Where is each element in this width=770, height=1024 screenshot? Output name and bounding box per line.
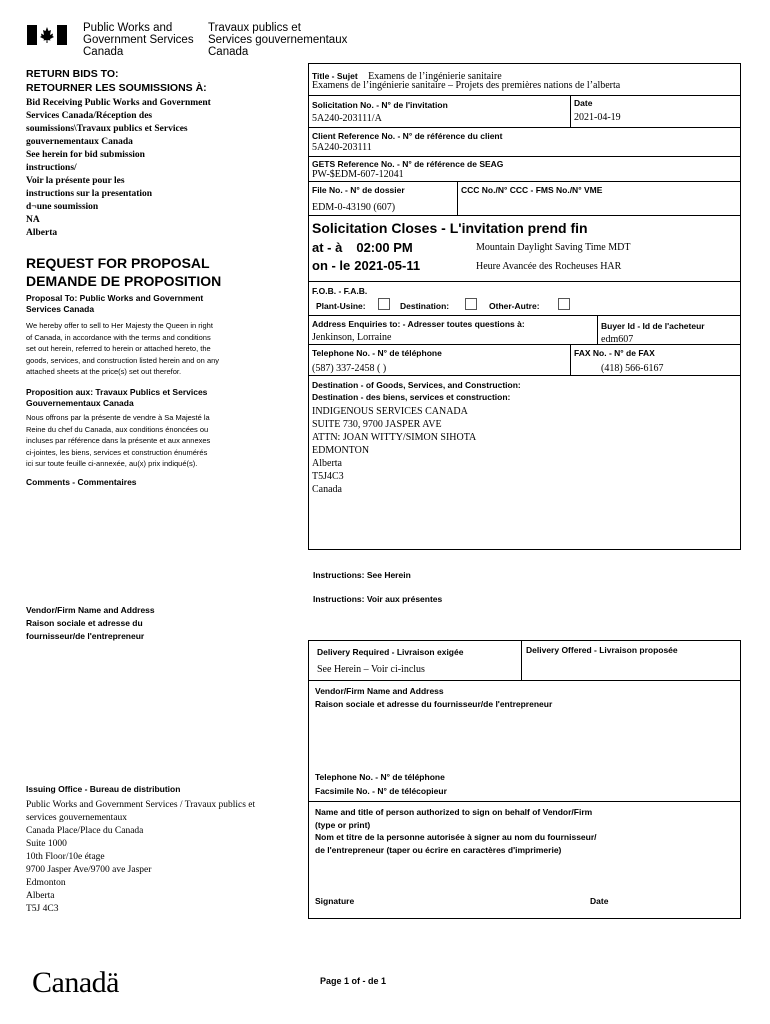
client-ref-value: 5A240-203111 [312, 142, 372, 153]
signature-date-label: Date [590, 896, 609, 906]
fob-label: F.O.B. - F.A.B. [312, 286, 368, 296]
file-no-label: File No. - N° de dossier [312, 185, 405, 195]
instructions-en: Instructions: See Herein [313, 570, 411, 580]
gets-ref-value: PW-$EDM-607-12041 [312, 169, 404, 180]
file-no-value: EDM-0-43190 (607) [312, 202, 396, 213]
proposition-label: Proposition aux: Travaux Publics et Services Gouvernementaux Canada [26, 387, 208, 408]
phone-value: (587) 337-2458 ( ) [312, 363, 387, 374]
instructions-fr: Instructions: Voir aux présentes [313, 594, 443, 604]
closing-time: at - à 02:00 PM [312, 240, 413, 255]
proposal-to-text: We hereby offer to sell to Her Majesty the Queen in right of Canada, in accordance with the terms and conditions set out herein, referred to herein or attached hereto, the goods, services, and construction listed herein and on any attached sheets at the price(s) set out therefor. [26, 321, 220, 376]
timezone-en: Mountain Daylight Saving Time MDT [476, 242, 631, 253]
authorized-signer-label: Name and title of person authorized to sign on behalf of Vendor/Firm (type or print) Nom et titre de la personne autorisée à signer au nom du fournisseur/ de l'entrepreneur (taper ou écrire en caractères d'imprimerie) [315, 807, 597, 855]
destination-address: INDIGENOUS SERVICES CANADA SUITE 730, 9700 JASPER AVE ATTN: JOAN WITTY/SIMON SIHOTA EDMONTON Alberta T5J4C3 Canada [312, 406, 477, 495]
delivery-offered-label: Delivery Offered - Livraison proposée [526, 645, 678, 655]
canada-wordmark: Canadä [32, 966, 119, 999]
destination-label: Destination: [400, 301, 450, 311]
fax-value: (418) 566-6167 [601, 363, 664, 374]
other-label: Other-Autre: [489, 301, 540, 311]
other-checkbox[interactable] [558, 298, 570, 310]
rfp-heading: REQUEST FOR PROPOSAL DEMANDE DE PROPOSITION [26, 255, 222, 289]
solicitation-no-value: 5A240-203111/A [312, 113, 382, 124]
department-name-en: Public Works and Government Services Canada [83, 22, 194, 58]
maple-leaf-flag-icon [27, 25, 67, 45]
address-enquiries-value: Jenkinson, Lorraine [312, 332, 392, 343]
delivery-required-value: See Herein – Voir ci-inclus [317, 664, 425, 675]
proposition-text: Nous offrons par la présente de vendre à Sa Majesté la Reine du chef du Canada, aux conditions énoncées ou incluses par référence dans la présente et aux annexes ci-jointes, les biens, services et construction énumérés ici sur toute feuille ci-annexée, au(x) prix indiqué(s). [26, 413, 211, 468]
solicitation-closes-title: Solicitation Closes - L'invitation prend fin [312, 220, 588, 236]
comments-label: Comments - Commentaires [26, 477, 137, 487]
title-value-full: Examens de l’ingénierie sanitaire – Projets des premières nations de l’alberta [312, 80, 621, 91]
vendor-name-address-label: Vendor/Firm Name and Address Raison sociale et adresse du fournisseur/de l'entrepreneur [26, 605, 155, 641]
ccc-label: CCC No./N° CCC - FMS No./N° VME [461, 185, 603, 195]
proposal-to-label: Proposal To: Public Works and Government Services Canada [26, 293, 204, 314]
issuing-office-address: Public Works and Government Services / Travaux publics et services gouvernementaux Canada Place/Place du Canada Suite 1000 10th Floor/10e étage 9700 Jasper Ave/9700 ave Jasper Edmonton Alberta T5J 4C3 [26, 800, 256, 914]
gets-ref-label: GETS Reference No. - N° de référence de SEAG [312, 159, 504, 169]
buyer-id-label: Buyer Id - Id de l'acheteur [601, 321, 705, 331]
destination-checkbox[interactable] [465, 298, 477, 310]
address-enquiries-label: Address Enquiries to: - Adresser toutes questions à: [312, 319, 525, 329]
issuing-office-label: Issuing Office - Bureau de distribution [26, 784, 181, 794]
plant-checkbox[interactable] [378, 298, 390, 310]
timezone-fr: Heure Avancée des Rocheuses HAR [476, 261, 622, 272]
date-value: 2021-04-19 [574, 112, 621, 123]
delivery-required-label: Delivery Required - Livraison exigée [317, 647, 464, 657]
plant-label: Plant-Usine: [316, 301, 366, 311]
telephone-facsimile-label: Telephone No. - N° de téléphone Facsimile No. - N° de télécopieur [315, 772, 447, 796]
client-ref-label: Client Reference No. - N° de référence du client [312, 131, 503, 141]
phone-label: Telephone No. - N° de téléphone [312, 348, 442, 358]
fax-label: FAX No. - N° de FAX [574, 348, 655, 358]
solicitation-no-label: Solicitation No. - N° de l'invitation [312, 100, 448, 110]
vendor-firm-label: Vendor/Firm Name and Address Raison sociale et adresse du fournisseur/de l'entrepreneur [315, 686, 553, 709]
title-value: Examens de l’ingénierie sanitaire [368, 71, 502, 82]
return-bids-heading: RETURN BIDS TO: RETOURNER LES SOUMISSIONS À: [26, 68, 207, 94]
date-label: Date [574, 98, 593, 108]
canada-flag-logo [27, 25, 67, 45]
buyer-id-value: edm607 [601, 334, 634, 345]
page-number: Page 1 of - de 1 [320, 976, 387, 986]
signature-label: Signature [315, 896, 355, 906]
return-address: Bid Receiving Public Works and Government Services Canada/Réception des soumissions\Travaux publics et Services gouvernementaux Canada See herein for bid submission instructions/ Voir la présente pour les instructions sur la presentation d¬une soumission NA Alberta [26, 98, 211, 238]
title-label: Title - Sujet [312, 71, 358, 81]
destination-goods-label: Destination - of Goods, Services, and Construction: Destination - des biens, services et construction: [312, 380, 521, 402]
department-name-fr: Travaux publics et Services gouvernementaux Canada [208, 22, 348, 58]
closing-date: on - le 2021-05-11 [312, 258, 421, 273]
